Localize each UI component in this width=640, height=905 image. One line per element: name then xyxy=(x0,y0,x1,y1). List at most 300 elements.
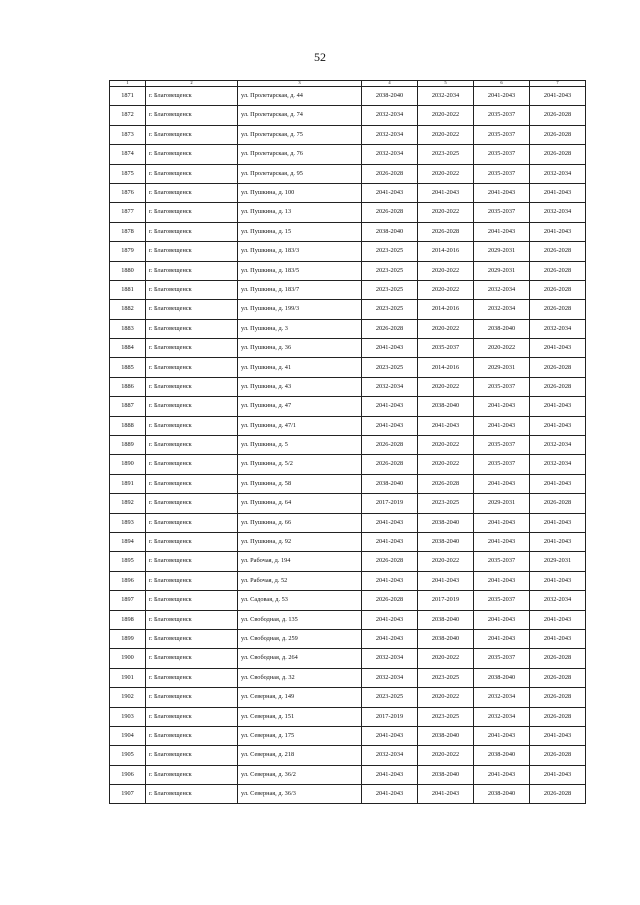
column-number: 3 xyxy=(238,81,362,87)
row-number-cell: 1901 xyxy=(110,668,146,687)
city-cell: г. Благовещенск xyxy=(146,552,238,571)
period-col7-cell: 2032-2034 xyxy=(530,203,586,222)
period-col7-cell: 2041-2043 xyxy=(530,726,586,745)
period-col6-cell: 2029-2031 xyxy=(474,358,530,377)
period-col4-cell: 2026-2028 xyxy=(362,436,418,455)
city-cell: г. Благовещенск xyxy=(146,436,238,455)
table-row xyxy=(110,416,586,435)
table-row xyxy=(110,455,586,474)
table-row xyxy=(110,261,586,280)
period-col6-cell: 2035-2037 xyxy=(474,125,530,144)
period-col4-cell: 2026-2028 xyxy=(362,164,418,183)
period-col6-cell: 2041-2043 xyxy=(474,183,530,202)
address-cell: ул. Пушкина, д. 66 xyxy=(238,513,362,532)
period-col5-cell: 2014-2016 xyxy=(418,358,474,377)
row-number-cell: 1889 xyxy=(110,436,146,455)
period-col7-cell: 2041-2043 xyxy=(530,87,586,106)
period-col7-cell: 2032-2034 xyxy=(530,319,586,338)
city-cell: г. Благовещенск xyxy=(146,339,238,358)
period-col4-cell: 2041-2043 xyxy=(362,629,418,648)
period-col5-cell: 2020-2022 xyxy=(418,436,474,455)
row-number-cell: 1871 xyxy=(110,87,146,106)
period-col6-cell: 2041-2043 xyxy=(474,726,530,745)
period-col6-cell: 2035-2037 xyxy=(474,377,530,396)
address-cell: ул. Северная, д. 175 xyxy=(238,726,362,745)
period-col5-cell: 2038-2040 xyxy=(418,629,474,648)
table-row xyxy=(110,280,586,299)
period-col7-cell: 2026-2028 xyxy=(530,242,586,261)
period-col6-cell: 2029-2031 xyxy=(474,242,530,261)
period-col6-cell: 2041-2043 xyxy=(474,765,530,784)
page-number: 52 xyxy=(314,50,326,64)
period-col5-cell: 2026-2028 xyxy=(418,474,474,493)
row-number-cell: 1903 xyxy=(110,707,146,726)
table-row xyxy=(110,571,586,590)
row-number-cell: 1892 xyxy=(110,494,146,513)
table-row xyxy=(110,610,586,629)
period-col7-cell: 2026-2028 xyxy=(530,688,586,707)
period-col5-cell: 2023-2025 xyxy=(418,668,474,687)
period-col5-cell: 2020-2022 xyxy=(418,164,474,183)
city-cell: г. Благовещенск xyxy=(146,203,238,222)
period-col7-cell: 2041-2043 xyxy=(530,474,586,493)
row-number-cell: 1884 xyxy=(110,339,146,358)
period-col7-cell: 2032-2034 xyxy=(530,436,586,455)
period-col6-cell: 2032-2034 xyxy=(474,707,530,726)
city-cell: г. Благовещенск xyxy=(146,87,238,106)
period-col5-cell: 2038-2040 xyxy=(418,513,474,532)
table-row xyxy=(110,513,586,532)
row-number-cell: 1895 xyxy=(110,552,146,571)
period-col5-cell: 2038-2040 xyxy=(418,532,474,551)
table-row xyxy=(110,474,586,493)
period-col7-cell: 2026-2028 xyxy=(530,106,586,125)
period-col6-cell: 2041-2043 xyxy=(474,610,530,629)
address-cell: ул. Пушкина, д. 47/1 xyxy=(238,416,362,435)
period-col4-cell: 2023-2025 xyxy=(362,300,418,319)
city-cell: г. Благовещенск xyxy=(146,513,238,532)
period-col7-cell: 2032-2034 xyxy=(530,591,586,610)
table-row xyxy=(110,746,586,765)
period-col6-cell: 2041-2043 xyxy=(474,571,530,590)
city-cell: г. Благовещенск xyxy=(146,319,238,338)
period-col7-cell: 2032-2034 xyxy=(530,455,586,474)
city-cell: г. Благовещенск xyxy=(146,125,238,144)
period-col7-cell: 2026-2028 xyxy=(530,707,586,726)
city-cell: г. Благовещенск xyxy=(146,416,238,435)
city-cell: г. Благовещенск xyxy=(146,106,238,125)
address-cell: ул. Северная, д. 36/2 xyxy=(238,765,362,784)
address-cell: ул. Свободная, д. 135 xyxy=(238,610,362,629)
period-col5-cell: 2038-2040 xyxy=(418,397,474,416)
address-cell: ул. Пушкина, д. 13 xyxy=(238,203,362,222)
column-number: 4 xyxy=(362,81,418,87)
table-row xyxy=(110,358,586,377)
period-col5-cell: 2014-2016 xyxy=(418,242,474,261)
city-cell: г. Благовещенск xyxy=(146,707,238,726)
period-col5-cell: 2020-2022 xyxy=(418,649,474,668)
city-cell: г. Благовещенск xyxy=(146,183,238,202)
table-row xyxy=(110,552,586,571)
period-col7-cell: 2041-2043 xyxy=(530,765,586,784)
period-col4-cell: 2038-2040 xyxy=(362,474,418,493)
period-col7-cell: 2041-2043 xyxy=(530,629,586,648)
row-number-cell: 1906 xyxy=(110,765,146,784)
period-col6-cell: 2029-2031 xyxy=(474,494,530,513)
period-col5-cell: 2026-2028 xyxy=(418,222,474,241)
row-number-cell: 1874 xyxy=(110,145,146,164)
period-col4-cell: 2032-2034 xyxy=(362,145,418,164)
row-number-cell: 1887 xyxy=(110,397,146,416)
table-body xyxy=(110,81,586,804)
period-col4-cell: 2023-2025 xyxy=(362,688,418,707)
city-cell: г. Благовещенск xyxy=(146,785,238,804)
row-number-cell: 1900 xyxy=(110,649,146,668)
period-col4-cell: 2041-2043 xyxy=(362,726,418,745)
table-row xyxy=(110,145,586,164)
period-col4-cell: 2026-2028 xyxy=(362,203,418,222)
period-col6-cell: 2020-2022 xyxy=(474,339,530,358)
address-cell: ул. Пушкина, д. 43 xyxy=(238,377,362,396)
period-col5-cell: 2038-2040 xyxy=(418,726,474,745)
address-cell: ул. Пролетарская, д. 44 xyxy=(238,87,362,106)
city-cell: г. Благовещенск xyxy=(146,474,238,493)
city-cell: г. Благовещенск xyxy=(146,455,238,474)
period-col7-cell: 2041-2043 xyxy=(530,610,586,629)
period-col7-cell: 2026-2028 xyxy=(530,300,586,319)
address-cell: ул. Северная, д. 151 xyxy=(238,707,362,726)
period-col7-cell: 2026-2028 xyxy=(530,261,586,280)
period-col4-cell: 2023-2025 xyxy=(362,242,418,261)
row-number-cell: 1877 xyxy=(110,203,146,222)
period-col4-cell: 2026-2028 xyxy=(362,552,418,571)
period-col4-cell: 2023-2025 xyxy=(362,280,418,299)
row-number-cell: 1878 xyxy=(110,222,146,241)
table-row xyxy=(110,377,586,396)
address-cell: ул. Рабочая, д. 194 xyxy=(238,552,362,571)
period-col6-cell: 2041-2043 xyxy=(474,87,530,106)
table-row xyxy=(110,591,586,610)
row-number-cell: 1894 xyxy=(110,532,146,551)
period-col7-cell: 2026-2028 xyxy=(530,668,586,687)
city-cell: г. Благовещенск xyxy=(146,532,238,551)
city-cell: г. Благовещенск xyxy=(146,280,238,299)
period-col7-cell: 2026-2028 xyxy=(530,746,586,765)
row-number-cell: 1888 xyxy=(110,416,146,435)
period-col5-cell: 2035-2037 xyxy=(418,339,474,358)
period-col7-cell: 2026-2028 xyxy=(530,280,586,299)
period-col6-cell: 2035-2037 xyxy=(474,455,530,474)
address-cell: ул. Пролетарская, д. 74 xyxy=(238,106,362,125)
table-row xyxy=(110,436,586,455)
period-col5-cell: 2038-2040 xyxy=(418,610,474,629)
period-col6-cell: 2041-2043 xyxy=(474,222,530,241)
column-number: 7 xyxy=(530,81,586,87)
period-col5-cell: 2020-2022 xyxy=(418,746,474,765)
period-col5-cell: 2023-2025 xyxy=(418,145,474,164)
period-col6-cell: 2035-2037 xyxy=(474,106,530,125)
table-row xyxy=(110,649,586,668)
period-col4-cell: 2041-2043 xyxy=(362,610,418,629)
address-cell: ул. Северная, д. 218 xyxy=(238,746,362,765)
period-col6-cell: 2041-2043 xyxy=(474,416,530,435)
address-cell: ул. Пушкина, д. 100 xyxy=(238,183,362,202)
period-col6-cell: 2041-2043 xyxy=(474,397,530,416)
period-col7-cell: 2032-2034 xyxy=(530,164,586,183)
table-row xyxy=(110,183,586,202)
column-number: 6 xyxy=(474,81,530,87)
period-col6-cell: 2035-2037 xyxy=(474,145,530,164)
address-cell: ул. Садовая, д. 53 xyxy=(238,591,362,610)
address-cell: ул. Пушкина, д. 5 xyxy=(238,436,362,455)
period-col6-cell: 2032-2034 xyxy=(474,688,530,707)
period-col4-cell: 2041-2043 xyxy=(362,513,418,532)
period-col5-cell: 2023-2025 xyxy=(418,707,474,726)
row-number-cell: 1883 xyxy=(110,319,146,338)
address-cell: ул. Пушкина, д. 183/5 xyxy=(238,261,362,280)
city-cell: г. Благовещенск xyxy=(146,571,238,590)
period-col6-cell: 2038-2040 xyxy=(474,746,530,765)
city-cell: г. Благовещенск xyxy=(146,668,238,687)
period-col4-cell: 2032-2034 xyxy=(362,106,418,125)
period-col5-cell: 2014-2016 xyxy=(418,300,474,319)
period-col5-cell: 2020-2022 xyxy=(418,319,474,338)
schedule-table xyxy=(109,80,586,804)
table-row xyxy=(110,397,586,416)
period-col5-cell: 2020-2022 xyxy=(418,280,474,299)
period-col4-cell: 2038-2040 xyxy=(362,87,418,106)
period-col4-cell: 2041-2043 xyxy=(362,785,418,804)
table-row xyxy=(110,125,586,144)
table-row xyxy=(110,765,586,784)
city-cell: г. Благовещенск xyxy=(146,222,238,241)
row-number-cell: 1881 xyxy=(110,280,146,299)
period-col6-cell: 2041-2043 xyxy=(474,629,530,648)
column-number: 1 xyxy=(110,81,146,87)
address-cell: ул. Северная, д. 36/3 xyxy=(238,785,362,804)
address-cell: ул. Свободная, д. 264 xyxy=(238,649,362,668)
city-cell: г. Благовещенск xyxy=(146,494,238,513)
period-col7-cell: 2026-2028 xyxy=(530,785,586,804)
period-col5-cell: 2041-2043 xyxy=(418,183,474,202)
period-col5-cell: 2020-2022 xyxy=(418,261,474,280)
city-cell: г. Благовещенск xyxy=(146,610,238,629)
city-cell: г. Благовещенск xyxy=(146,765,238,784)
table-row xyxy=(110,688,586,707)
city-cell: г. Благовещенск xyxy=(146,746,238,765)
period-col6-cell: 2035-2037 xyxy=(474,436,530,455)
table-row xyxy=(110,668,586,687)
row-number-cell: 1873 xyxy=(110,125,146,144)
period-col7-cell: 2029-2031 xyxy=(530,552,586,571)
address-cell: ул. Свободная, д. 259 xyxy=(238,629,362,648)
address-cell: ул. Свободная, д. 32 xyxy=(238,668,362,687)
table-row xyxy=(110,707,586,726)
period-col5-cell: 2023-2025 xyxy=(418,494,474,513)
row-number-cell: 1905 xyxy=(110,746,146,765)
table-row xyxy=(110,785,586,804)
period-col7-cell: 2026-2028 xyxy=(530,649,586,668)
period-col4-cell: 2026-2028 xyxy=(362,591,418,610)
period-col6-cell: 2038-2040 xyxy=(474,319,530,338)
city-cell: г. Благовещенск xyxy=(146,300,238,319)
period-col6-cell: 2035-2037 xyxy=(474,649,530,668)
period-col5-cell: 2020-2022 xyxy=(418,688,474,707)
row-number-cell: 1890 xyxy=(110,455,146,474)
period-col5-cell: 2020-2022 xyxy=(418,203,474,222)
period-col6-cell: 2035-2037 xyxy=(474,552,530,571)
period-col4-cell: 2041-2043 xyxy=(362,183,418,202)
city-cell: г. Благовещенск xyxy=(146,358,238,377)
address-cell: ул. Пушкина, д. 92 xyxy=(238,532,362,551)
period-col4-cell: 2032-2034 xyxy=(362,746,418,765)
address-cell: ул. Пушкина, д. 47 xyxy=(238,397,362,416)
period-col5-cell: 2041-2043 xyxy=(418,785,474,804)
period-col7-cell: 2041-2043 xyxy=(530,183,586,202)
row-number-cell: 1879 xyxy=(110,242,146,261)
period-col7-cell: 2026-2028 xyxy=(530,125,586,144)
table-row xyxy=(110,300,586,319)
address-cell: ул. Пушкина, д. 5/2 xyxy=(238,455,362,474)
period-col4-cell: 2017-2019 xyxy=(362,494,418,513)
row-number-cell: 1882 xyxy=(110,300,146,319)
address-cell: ул. Рабочая, д. 52 xyxy=(238,571,362,590)
period-col4-cell: 2041-2043 xyxy=(362,765,418,784)
period-col6-cell: 2041-2043 xyxy=(474,532,530,551)
period-col5-cell: 2020-2022 xyxy=(418,377,474,396)
period-col4-cell: 2041-2043 xyxy=(362,571,418,590)
period-col7-cell: 2026-2028 xyxy=(530,145,586,164)
address-cell: ул. Северная, д. 149 xyxy=(238,688,362,707)
city-cell: г. Благовещенск xyxy=(146,242,238,261)
city-cell: г. Благовещенск xyxy=(146,377,238,396)
period-col7-cell: 2041-2043 xyxy=(530,339,586,358)
row-number-cell: 1872 xyxy=(110,106,146,125)
address-cell: ул. Пролетарская, д. 75 xyxy=(238,125,362,144)
period-col5-cell: 2041-2043 xyxy=(418,571,474,590)
period-col6-cell: 2038-2040 xyxy=(474,785,530,804)
city-cell: г. Благовещенск xyxy=(146,397,238,416)
city-cell: г. Благовещенск xyxy=(146,145,238,164)
period-col6-cell: 2041-2043 xyxy=(474,513,530,532)
row-number-cell: 1902 xyxy=(110,688,146,707)
period-col5-cell: 2032-2034 xyxy=(418,87,474,106)
address-cell: ул. Пушкина, д. 15 xyxy=(238,222,362,241)
table-row xyxy=(110,203,586,222)
row-number-cell: 1897 xyxy=(110,591,146,610)
address-cell: ул. Пушкина, д. 183/7 xyxy=(238,280,362,299)
city-cell: г. Благовещенск xyxy=(146,591,238,610)
table-row xyxy=(110,532,586,551)
period-col6-cell: 2038-2040 xyxy=(474,668,530,687)
table-row xyxy=(110,87,586,106)
period-col4-cell: 2017-2019 xyxy=(362,707,418,726)
column-number: 5 xyxy=(418,81,474,87)
table-row xyxy=(110,242,586,261)
period-col4-cell: 2023-2025 xyxy=(362,261,418,280)
period-col6-cell: 2029-2031 xyxy=(474,261,530,280)
table-row xyxy=(110,629,586,648)
address-cell: ул. Пушкина, д. 199/3 xyxy=(238,300,362,319)
period-col4-cell: 2032-2034 xyxy=(362,125,418,144)
table-row xyxy=(110,164,586,183)
city-cell: г. Благовещенск xyxy=(146,629,238,648)
period-col5-cell: 2020-2022 xyxy=(418,125,474,144)
table-row xyxy=(110,106,586,125)
period-col7-cell: 2026-2028 xyxy=(530,494,586,513)
period-col4-cell: 2032-2034 xyxy=(362,649,418,668)
row-number-cell: 1896 xyxy=(110,571,146,590)
row-number-cell: 1899 xyxy=(110,629,146,648)
period-col7-cell: 2041-2043 xyxy=(530,532,586,551)
period-col5-cell: 2020-2022 xyxy=(418,455,474,474)
period-col5-cell: 2020-2022 xyxy=(418,552,474,571)
row-number-cell: 1898 xyxy=(110,610,146,629)
period-col6-cell: 2035-2037 xyxy=(474,591,530,610)
period-col6-cell: 2032-2034 xyxy=(474,280,530,299)
address-cell: ул. Пушкина, д. 183/3 xyxy=(238,242,362,261)
address-cell: ул. Пушкина, д. 64 xyxy=(238,494,362,513)
city-cell: г. Благовещенск xyxy=(146,164,238,183)
period-col7-cell: 2041-2043 xyxy=(530,571,586,590)
period-col4-cell: 2023-2025 xyxy=(362,358,418,377)
row-number-cell: 1904 xyxy=(110,726,146,745)
period-col7-cell: 2041-2043 xyxy=(530,222,586,241)
table-row xyxy=(110,222,586,241)
period-col5-cell: 2017-2019 xyxy=(418,591,474,610)
period-col4-cell: 2041-2043 xyxy=(362,397,418,416)
column-number: 2 xyxy=(146,81,238,87)
address-cell: ул. Пролетарская, д. 95 xyxy=(238,164,362,183)
row-number-cell: 1885 xyxy=(110,358,146,377)
period-col4-cell: 2026-2028 xyxy=(362,319,418,338)
period-col4-cell: 2038-2040 xyxy=(362,222,418,241)
row-number-cell: 1907 xyxy=(110,785,146,804)
period-col5-cell: 2020-2022 xyxy=(418,106,474,125)
period-col5-cell: 2038-2040 xyxy=(418,765,474,784)
period-col4-cell: 2041-2043 xyxy=(362,339,418,358)
address-cell: ул. Пролетарская, д. 76 xyxy=(238,145,362,164)
period-col4-cell: 2032-2034 xyxy=(362,377,418,396)
city-cell: г. Благовещенск xyxy=(146,688,238,707)
period-col4-cell: 2041-2043 xyxy=(362,532,418,551)
table-row xyxy=(110,339,586,358)
city-cell: г. Благовещенск xyxy=(146,649,238,668)
address-cell: ул. Пушкина, д. 36 xyxy=(238,339,362,358)
period-col6-cell: 2035-2037 xyxy=(474,164,530,183)
table-row xyxy=(110,726,586,745)
row-number-cell: 1893 xyxy=(110,513,146,532)
address-cell: ул. Пушкина, д. 58 xyxy=(238,474,362,493)
period-col7-cell: 2026-2028 xyxy=(530,358,586,377)
period-col7-cell: 2041-2043 xyxy=(530,397,586,416)
city-cell: г. Благовещенск xyxy=(146,726,238,745)
address-cell: ул. Пушкина, д. 3 xyxy=(238,319,362,338)
period-col6-cell: 2041-2043 xyxy=(474,474,530,493)
row-number-cell: 1886 xyxy=(110,377,146,396)
period-col6-cell: 2035-2037 xyxy=(474,203,530,222)
period-col4-cell: 2032-2034 xyxy=(362,668,418,687)
table-row xyxy=(110,319,586,338)
period-col7-cell: 2026-2028 xyxy=(530,377,586,396)
period-col5-cell: 2041-2043 xyxy=(418,416,474,435)
period-col7-cell: 2041-2043 xyxy=(530,513,586,532)
row-number-cell: 1875 xyxy=(110,164,146,183)
row-number-cell: 1876 xyxy=(110,183,146,202)
period-col4-cell: 2041-2043 xyxy=(362,416,418,435)
row-number-cell: 1880 xyxy=(110,261,146,280)
period-col4-cell: 2026-2028 xyxy=(362,455,418,474)
